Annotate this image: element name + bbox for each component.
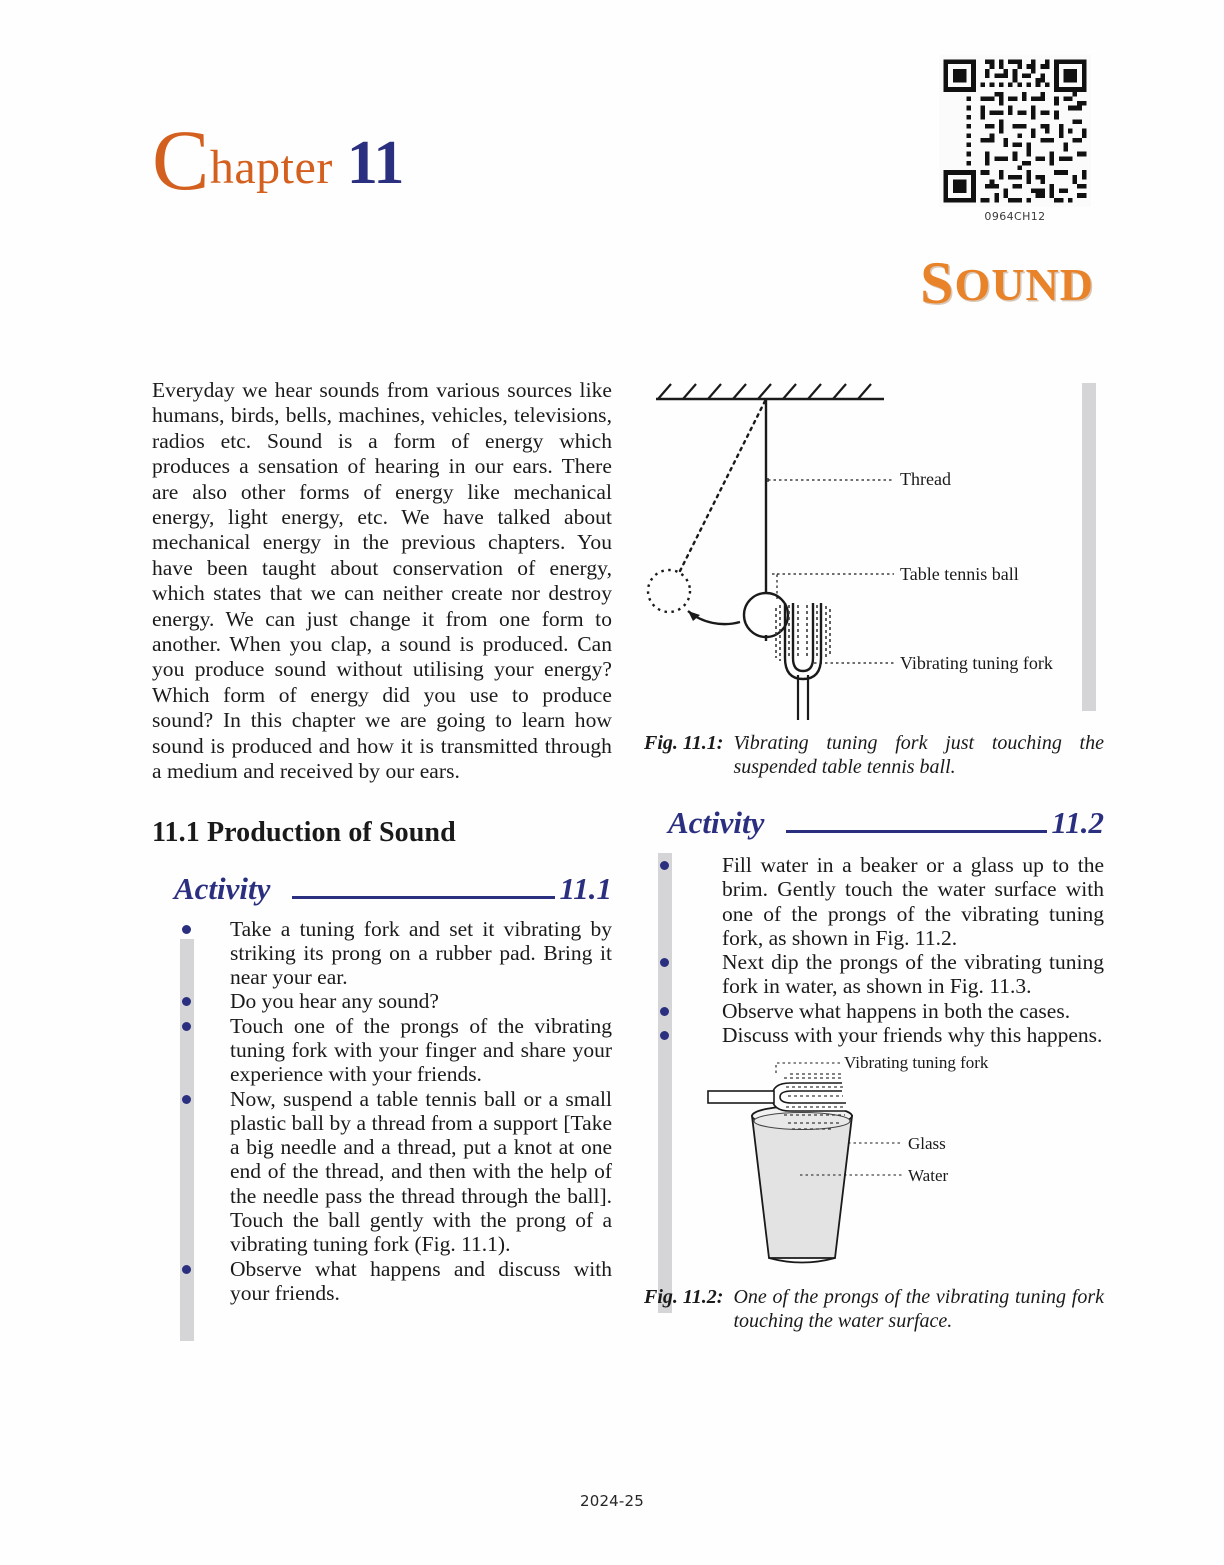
list-item xyxy=(152,989,612,1013)
bullet-icon xyxy=(182,1265,191,1274)
figure-11-1-illustration xyxy=(644,375,1084,720)
list-item-text: Now, suspend a table tennis ball or a small plastic ball by a thread from a support [Take a big needle and a thread, put a knot at one end of the thread, and then with the help of the needle pass the thread through the ball]. Touch the ball gently with the prong of a vibrating tuning fork (Fig. 11.1). xyxy=(230,1086,612,1257)
figure-11-1-label-thread: Thread xyxy=(900,469,951,489)
figure-11-1-label-ball: Table tennis ball xyxy=(900,564,1019,584)
bullet-icon xyxy=(660,861,669,870)
list-item xyxy=(644,999,1104,1023)
activity-number: 11.1 xyxy=(559,870,612,906)
list-item-text: Observe what happens in both the cases. xyxy=(722,998,1071,1023)
left-column xyxy=(152,378,612,1305)
bullet-icon xyxy=(660,958,669,967)
chapter-heading xyxy=(152,112,404,208)
page-footer xyxy=(0,1492,1224,1510)
right-column xyxy=(644,375,1104,1333)
figure-11-2-label-water: Water xyxy=(908,1166,949,1186)
list-item-text: Fill water in a beaker or a glass up to the brim. Gently touch the water surface with one of the prongs of the vibrating tuning fork, as shown in Fig. 11.2. xyxy=(722,853,1104,950)
figure-11-1-caption-number: Fig. 11.1: xyxy=(644,732,724,754)
figure-11-1-caption xyxy=(644,731,1104,779)
figure-11-2-illustration xyxy=(680,1053,1120,1283)
chapter-number: 11 xyxy=(346,129,404,197)
list-item xyxy=(644,853,1104,950)
footer-year: 2024-25 xyxy=(579,1492,645,1510)
qr-code-block[interactable] xyxy=(936,55,1094,223)
list-item xyxy=(152,1014,612,1087)
figure-11-2-caption-text: One of the prongs of the vibrating tuning fork touching the water surface. xyxy=(733,1286,1104,1333)
bullet-icon xyxy=(182,997,191,1006)
list-item xyxy=(152,1087,612,1257)
intro-paragraph: Everyday we hear sounds from various sources like humans, birds, bells, machines, vehicles, televisions, radios etc. Sound is a form of energy which produces a sensation of hearing in our ears. There are also other forms of energy like mechanical energy, light energy, etc. We have talked about mechanical energy in the previous chapters. You have been taught about conservation of energy, which states that we can neither create nor destroy energy. We can just change it from one form to another. When you clap, a sound is produced. Can you produce sound without utilising your energy? Which form of energy did you use to produce sound? In this chapter we are going to learn how sound is produced and how it is transmitted through a medium and received by our ears. xyxy=(152,378,612,784)
list-item xyxy=(644,950,1104,999)
figure-11-1 xyxy=(644,375,1104,779)
activity-list-11-1 xyxy=(152,917,612,1306)
chapter-word-rest: hapter xyxy=(209,141,333,194)
figure-11-2-caption xyxy=(644,1285,1104,1333)
list-item-text: Touch one of the prongs of the vibrating tuning fork with your finger and share your experience with your friends. xyxy=(230,1013,612,1087)
figure-11-1-caption-text: Vibrating tuning fork just touching the suspended table tennis ball. xyxy=(733,732,1104,778)
bullet-icon xyxy=(182,925,191,934)
chapter-word xyxy=(152,112,333,208)
bullet-icon xyxy=(660,1031,669,1040)
page-title-rest: OUND xyxy=(954,259,1094,310)
list-item xyxy=(644,1023,1104,1047)
list-item-text: Do you hear any sound? xyxy=(230,989,439,1014)
activity-list-11-2 xyxy=(644,853,1104,1047)
activity-label: Activity xyxy=(174,870,271,906)
list-item xyxy=(152,917,612,990)
activity-header-11-1 xyxy=(174,871,612,907)
bullet-icon xyxy=(660,1007,669,1016)
figure-side-bar xyxy=(1082,383,1096,711)
figure-11-2-label-glass: Glass xyxy=(908,1134,946,1154)
list-item-text: Observe what happens and discuss with your friends. xyxy=(230,1256,612,1305)
list-item-text: Discuss with your friends why this happens. xyxy=(722,1023,1103,1048)
section-heading-11-1: 11.1 Production of Sound xyxy=(152,816,456,848)
figure-11-2-caption-number: Fig. 11.2: xyxy=(644,1286,724,1309)
bullet-icon xyxy=(182,1022,191,1031)
activity-header-11-2 xyxy=(668,805,1104,841)
activity-rule xyxy=(786,830,1047,833)
figure-11-1-label-fork: Vibrating tuning fork xyxy=(900,653,1053,673)
activity-number: 11.2 xyxy=(1051,805,1104,840)
list-item-text: Take a tuning fork and set it vibrating by striking its prong on a rubber pad. Bring it near your ear. xyxy=(230,916,612,990)
page-title xyxy=(920,250,1094,316)
activity-label: Activity xyxy=(668,805,765,840)
figure-11-2 xyxy=(644,1053,1104,1333)
list-item xyxy=(152,1257,612,1306)
list-item-text: Next dip the prongs of the vibrating tuning fork in water, as shown in Fig. 11.3. xyxy=(722,950,1104,999)
page-title-cap: S xyxy=(920,250,955,316)
qr-code-icon[interactable] xyxy=(939,55,1091,207)
chapter-dropcap: C xyxy=(152,112,210,208)
activity-rule xyxy=(292,896,555,899)
qr-code-label: 0964CH12 xyxy=(984,210,1046,223)
bullet-icon xyxy=(182,1095,191,1104)
figure-11-2-label-fork: Vibrating tuning fork xyxy=(844,1053,989,1073)
